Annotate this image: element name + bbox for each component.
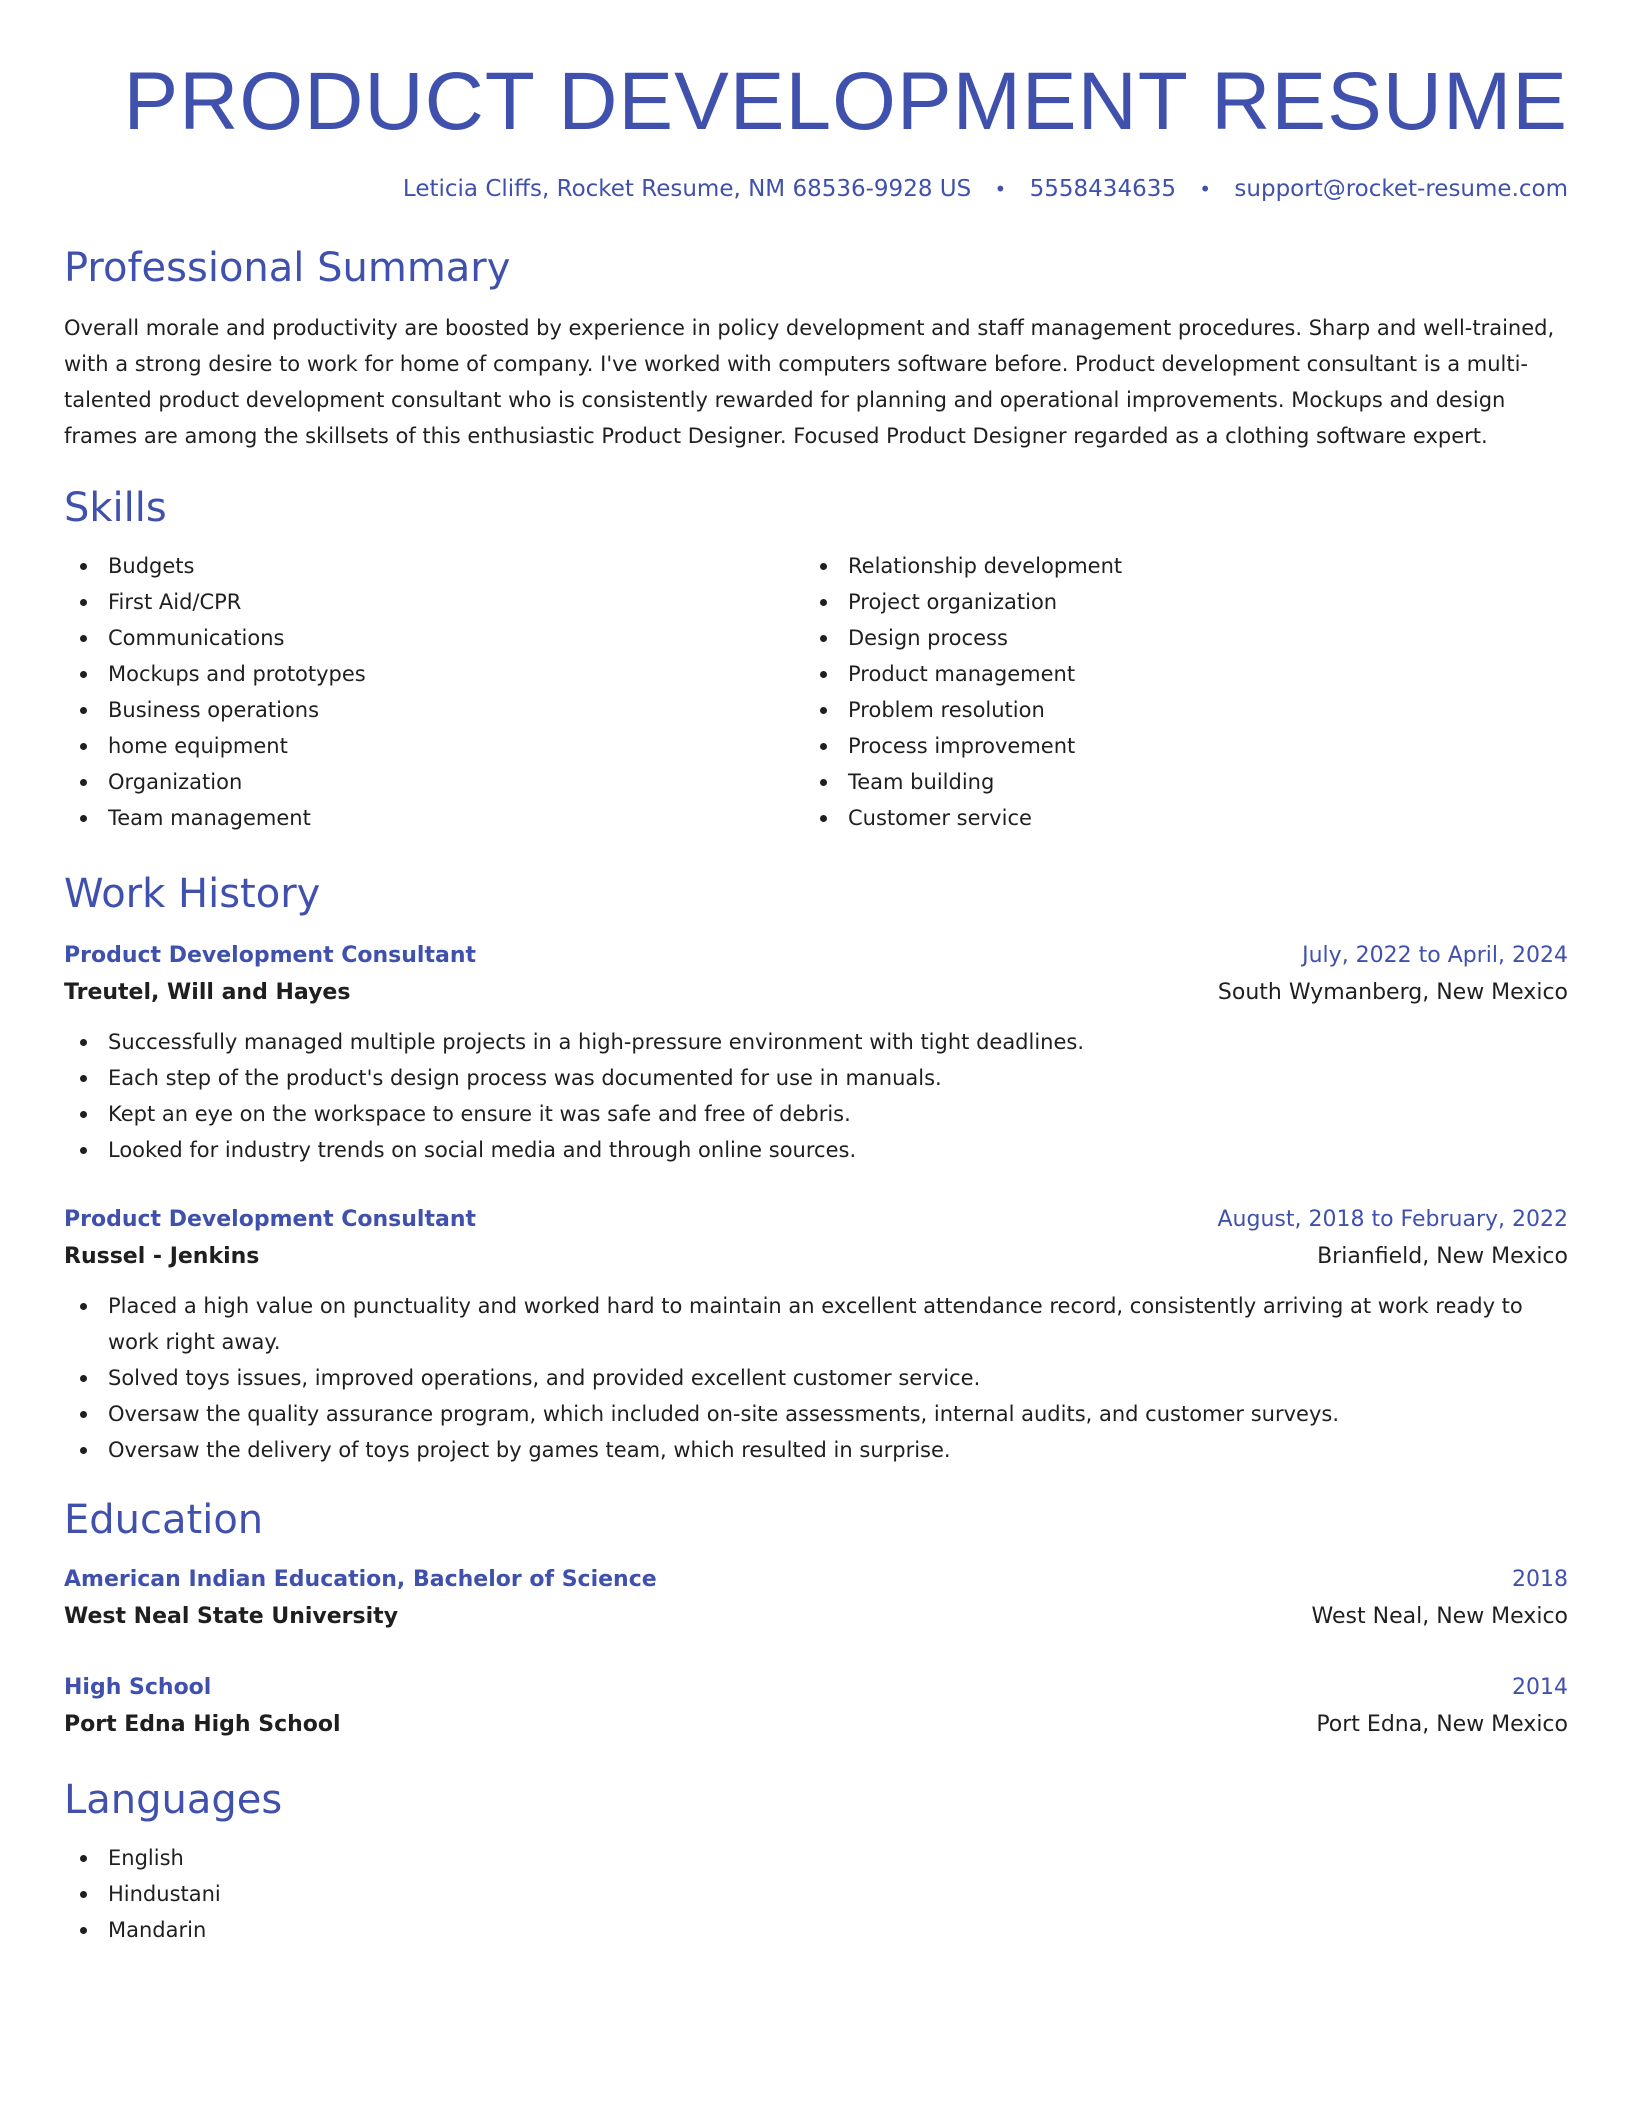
education-school: West Neal State University (64, 1604, 399, 1629)
job-location: South Wymanberg, New Mexico (1217, 980, 1568, 1005)
skill-item: Business operations (64, 692, 804, 728)
contact-address: Leticia Cliffs, Rocket Resume, NM 68536-9928 US (402, 176, 972, 202)
education-degree: High School (64, 1675, 212, 1700)
education-entry (64, 1562, 1568, 1636)
professional-summary-section (64, 244, 1568, 454)
job-bullet: Successfully managed multiple projects in a high-pressure environment with tight deadlines. (64, 1024, 1568, 1060)
language-item: Mandarin (64, 1912, 1568, 1948)
job-bullets (64, 1288, 1568, 1468)
contact-phone: 5558434635 (1029, 176, 1176, 202)
skill-item: Process improvement (804, 728, 1544, 764)
section-title-skills: Skills (64, 485, 167, 531)
skills-section (64, 484, 1568, 836)
job-bullet: Each step of the product's design process was documented for use in manuals. (64, 1060, 1568, 1096)
education-header-row (64, 1562, 1568, 1598)
skills-list-right (804, 548, 1544, 836)
skill-item: Team building (804, 764, 1544, 800)
skill-item: Budgets (64, 548, 804, 584)
skill-item: Customer service (804, 800, 1544, 836)
education-section (64, 1496, 1568, 1744)
skill-item: Product management (804, 656, 1544, 692)
languages-list (64, 1840, 1568, 1948)
section-title-education: Education (64, 1497, 264, 1543)
contact-separator: • (994, 177, 1007, 201)
job-company: Russel - Jenkins (64, 1244, 260, 1269)
job-location: Brianfield, New Mexico (1317, 1244, 1568, 1269)
job-company-row (64, 1238, 1568, 1276)
education-location: West Neal, New Mexico (1311, 1604, 1568, 1629)
job-header-row (64, 938, 1568, 974)
language-item: English (64, 1840, 1568, 1876)
job-dates: July, 2022 to April, 2024 (1302, 943, 1568, 968)
job-entry (64, 1202, 1568, 1468)
skills-column-left (64, 548, 804, 836)
education-header-row (64, 1670, 1568, 1706)
education-location: Port Edna, New Mexico (1316, 1712, 1568, 1737)
languages-section (64, 1776, 1568, 1948)
job-bullet: Oversaw the quality assurance program, which included on-site assessments, internal audits, and customer surveys. (64, 1396, 1568, 1432)
contact-line (64, 176, 1568, 202)
section-title-summary: Professional Summary (64, 245, 511, 291)
contact-separator: • (1199, 177, 1212, 201)
skill-item: Communications (64, 620, 804, 656)
resume-title: PRODUCT DEVELOPMENT RESUME (123, 56, 1568, 147)
education-degree: American Indian Education, Bachelor of Science (64, 1567, 657, 1592)
skills-grid (64, 548, 1568, 836)
job-company-row (64, 974, 1568, 1012)
resume-header (64, 0, 1568, 202)
job-header-row (64, 1202, 1568, 1238)
skill-item: home equipment (64, 728, 804, 764)
skills-column-right (804, 548, 1544, 836)
education-school-row (64, 1598, 1568, 1636)
education-year: 2018 (1512, 1567, 1568, 1592)
job-bullet: Oversaw the delivery of toys project by games team, which resulted in surprise. (64, 1432, 1568, 1468)
job-role: Product Development Consultant (64, 943, 477, 968)
job-dates: August, 2018 to February, 2022 (1217, 1207, 1568, 1232)
skill-item: Design process (804, 620, 1544, 656)
job-bullet: Solved toys issues, improved operations, and provided excellent customer service. (64, 1360, 1568, 1396)
skill-item: Relationship development (804, 548, 1544, 584)
education-year: 2014 (1512, 1675, 1568, 1700)
section-title-languages: Languages (64, 1777, 283, 1823)
skill-item: Project organization (804, 584, 1544, 620)
summary-text: Overall morale and productivity are boosted by experience in policy development and staff management procedures. Sharp and well-trained, with a strong desire to work for home of company. I've worked with computers software before. Product development consultant is a multi-talented product development consultant who is consistently rewarded for planning and operational improvements. Mockups and design frames are among the skillsets of this enthusiastic Product Designer. Focused Product Designer regarded as a clothing software expert. (64, 316, 1555, 448)
education-school: Port Edna High School (64, 1712, 341, 1737)
job-bullet: Kept an eye on the workspace to ensure it was safe and free of debris. (64, 1096, 1568, 1132)
job-role: Product Development Consultant (64, 1207, 477, 1232)
job-company: Treutel, Will and Hayes (64, 980, 351, 1005)
skill-item: Mockups and prototypes (64, 656, 804, 692)
job-bullets (64, 1024, 1568, 1168)
job-bullet: Looked for industry trends on social media and through online sources. (64, 1132, 1568, 1168)
job-entry (64, 938, 1568, 1168)
education-school-row (64, 1706, 1568, 1744)
language-item: Hindustani (64, 1876, 1568, 1912)
skill-item: Team management (64, 800, 804, 836)
education-entry (64, 1670, 1568, 1744)
job-bullet: Placed a high value on punctuality and worked hard to maintain an excellent attendance record, consistently arriving at work ready to work right away. (64, 1288, 1568, 1360)
skill-item: Problem resolution (804, 692, 1544, 728)
work-history-section (64, 870, 1568, 1468)
skill-item: First Aid/CPR (64, 584, 804, 620)
skill-item: Organization (64, 764, 804, 800)
skills-list-left (64, 548, 804, 836)
contact-email: support@rocket-resume.com (1234, 176, 1568, 202)
section-title-work-history: Work History (64, 871, 321, 917)
